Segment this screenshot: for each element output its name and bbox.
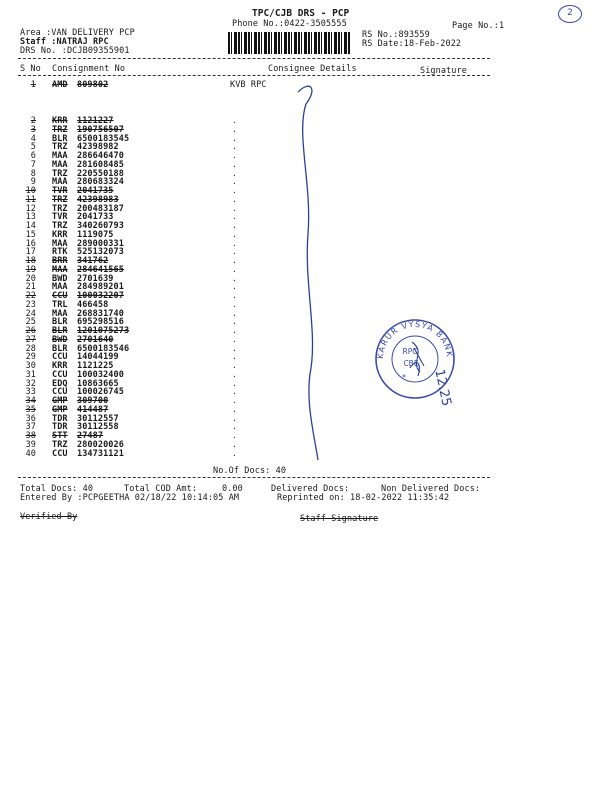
- stamp-branch-bottom: CBE: [403, 359, 419, 368]
- row-origin-code: BWD: [52, 273, 68, 284]
- row-origin-code: TRZ: [52, 439, 68, 450]
- area-label: Area :VAN DELIVERY PCP: [20, 28, 135, 38]
- row-origin-code: MAA: [52, 151, 68, 161]
- row-consignment-number: 414487: [77, 404, 109, 415]
- divider-top: [18, 58, 490, 59]
- row-serial-number: 26: [25, 326, 36, 336]
- row-consignment-number: 525132073: [77, 247, 124, 258]
- row-origin-code: TRZ: [52, 221, 68, 231]
- row-origin-code: BWD: [52, 334, 68, 345]
- row-serial-number: 24: [25, 308, 36, 319]
- row-consignee-details: .: [232, 124, 237, 134]
- handwritten-time: 12.25: [431, 368, 454, 408]
- row-serial-number: 6: [30, 151, 36, 161]
- row-consignee-details: .: [232, 317, 237, 327]
- row-consignee-details: .: [232, 194, 237, 204]
- row-consignee-details: .: [232, 133, 237, 143]
- row-consignee-details: .: [232, 168, 237, 178]
- row-serial-number: 3: [30, 124, 36, 135]
- row-serial-number: 39: [25, 439, 36, 450]
- row-serial-number: 34: [25, 396, 36, 406]
- total-cod-value: 0.00: [222, 484, 243, 494]
- row-consignment-number: 134731121: [77, 448, 124, 459]
- non-delivered-docs: Non Delivered Docs:: [381, 484, 481, 494]
- row-serial-number: 5: [30, 142, 36, 153]
- row-consignment-number: 42398982: [77, 142, 119, 153]
- row-consignee-details: .: [232, 238, 237, 248]
- row-origin-code: TRZ: [52, 124, 68, 135]
- row-serial-number: 36: [25, 413, 36, 424]
- row-consignee-details: .: [232, 247, 237, 257]
- row-serial-number: 40: [25, 448, 36, 459]
- page-number: Page No.:1: [452, 21, 505, 31]
- row-consignment-number: 100032400: [77, 369, 124, 380]
- row-serial-number: 33: [25, 387, 36, 398]
- row-serial-number: 21: [25, 282, 36, 293]
- row-consignment-number: 284989201: [77, 282, 124, 293]
- row-consignment-number: 1121225: [77, 361, 114, 371]
- row-origin-code: RTK: [52, 247, 68, 258]
- row-serial-number: 27: [25, 334, 36, 345]
- row-consignee-details: .: [232, 264, 237, 274]
- row-serial-number: 35: [25, 404, 36, 415]
- row-consignment-number: 220550188: [77, 168, 124, 179]
- row-origin-code: STT: [52, 431, 68, 441]
- verified-by: Verified By: [20, 512, 78, 522]
- row-origin-code: CCU: [52, 369, 68, 380]
- row-origin-code: TVR: [52, 212, 68, 223]
- row-consignee-details: .: [232, 361, 237, 370]
- row-serial-number: 31: [25, 369, 36, 380]
- row-origin-code: TRL: [52, 299, 68, 310]
- row-origin-code: TDR: [52, 413, 68, 424]
- row-serial-number: 2: [30, 116, 36, 126]
- row-consignee-details: .: [232, 308, 237, 318]
- row-consignment-number: 100026745: [77, 387, 124, 398]
- row-consignment-number: 2701639: [77, 273, 114, 284]
- row-consignment-number: 284641565: [77, 264, 124, 275]
- row-consignee-details: .: [232, 151, 237, 160]
- row-consignment-number: 695298516: [77, 317, 124, 328]
- svg-text:*: *: [402, 373, 406, 382]
- row-origin-code: TDR: [52, 422, 68, 433]
- row-serial-number: 23: [25, 299, 36, 310]
- row-consignment-number: 2701640: [77, 334, 114, 345]
- col-header-sno: S No: [20, 64, 41, 74]
- row-serial-number: 1: [30, 80, 36, 90]
- row-origin-code: CCU: [52, 387, 68, 398]
- row-origin-code: AMD: [52, 80, 68, 90]
- row-serial-number: 18: [25, 256, 36, 266]
- row-serial-number: 17: [25, 247, 36, 258]
- row-consignment-number: 309700: [77, 396, 109, 406]
- row-consignment-number: 268831740: [77, 308, 124, 319]
- stamp-branch-top: RPC: [402, 347, 418, 356]
- row-consignee-details: .: [232, 291, 237, 300]
- no-of-docs: No.Of Docs: 40: [213, 466, 287, 476]
- row-origin-code: MAA: [52, 308, 68, 319]
- row-consignment-number: 6500183546: [77, 343, 130, 354]
- staff-label: Staff :NATRAJ RPC: [20, 37, 109, 47]
- row-serial-number: 29: [25, 352, 36, 363]
- row-serial-number: 19: [25, 264, 36, 275]
- row-origin-code: BRR: [52, 256, 68, 266]
- delivered-docs: Delivered Docs:: [271, 484, 350, 494]
- row-consignment-number: 42398983: [77, 194, 119, 205]
- row-consignment-number: 1201075273: [77, 326, 130, 336]
- row-origin-code: MAA: [52, 282, 68, 293]
- barcode: [228, 32, 350, 54]
- divider-bottom: [18, 477, 490, 478]
- row-consignment-number: 1119075: [77, 229, 114, 240]
- row-consignment-number: 289000331: [77, 238, 124, 249]
- row-consignee-details: .: [232, 404, 237, 414]
- row-consignee-details: .: [232, 273, 237, 283]
- row-consignee-details: .: [232, 396, 237, 405]
- row-origin-code: MAA: [52, 159, 68, 170]
- row-serial-number: 4: [30, 133, 36, 144]
- divider-header: [18, 75, 490, 76]
- row-serial-number: 16: [25, 238, 36, 249]
- drs-number: DRS No. :DCJB09355901: [20, 46, 130, 56]
- entered-by: Entered By :PCPGEETHA 02/18/22 10:14:05 AM: [20, 493, 240, 503]
- row-consignment-number: 281608485: [77, 159, 124, 170]
- col-header-consignment: Consignment No: [52, 64, 126, 74]
- row-serial-number: 10: [25, 186, 36, 196]
- row-consignment-number: 200483187: [77, 203, 124, 214]
- corner-page-mark: 2: [558, 5, 582, 23]
- reprinted-on: Reprinted on: 18-02-2022 11:35:42: [277, 493, 450, 503]
- row-consignee-details: .: [232, 334, 237, 344]
- row-consignment-number: 466458: [77, 299, 109, 310]
- row-consignment-number: 27487: [77, 431, 104, 441]
- signature-stroke: [288, 74, 328, 466]
- row-serial-number: 37: [25, 422, 36, 433]
- stamp-bank-name: KARUR VYSYA BANK: [375, 319, 455, 360]
- row-consignment-number: 10863665: [77, 378, 119, 389]
- row-origin-code: BLR: [52, 317, 68, 328]
- row-consignment-number: 6500183545: [77, 133, 130, 144]
- row-origin-code: CCU: [52, 448, 68, 459]
- rs-number: RS No.:893559: [362, 30, 430, 40]
- row-consignment-number: 30112558: [77, 422, 119, 433]
- row-serial-number: 38: [25, 431, 36, 441]
- row-consignee-details: .: [232, 256, 237, 265]
- row-consignee-details: .: [232, 142, 237, 152]
- row-origin-code: GMP: [52, 396, 68, 406]
- row-serial-number: 13: [25, 212, 36, 223]
- row-consignment-number: 2041733: [77, 212, 114, 223]
- row-consignment-number: 190756507: [77, 124, 124, 135]
- row-origin-code: GMP: [52, 404, 68, 415]
- row-consignee-details: .: [232, 326, 237, 335]
- row-consignee-details: .: [232, 212, 237, 222]
- row-serial-number: 32: [25, 378, 36, 389]
- row-serial-number: 14: [25, 221, 36, 231]
- row-serial-number: 15: [25, 229, 36, 240]
- row-consignee-details: KVB RPC: [230, 80, 267, 90]
- row-origin-code: MAA: [52, 238, 68, 249]
- row-consignee-details: .: [232, 413, 237, 423]
- row-consignee-details: .: [232, 116, 237, 125]
- row-consignment-number: 1121227: [77, 116, 114, 126]
- row-consignee-details: .: [232, 159, 237, 169]
- row-consignee-details: .: [232, 299, 237, 309]
- col-header-details: Consignee Details: [268, 64, 357, 74]
- row-origin-code: CCU: [52, 352, 68, 363]
- row-serial-number: 7: [30, 159, 36, 170]
- row-serial-number: 9: [30, 177, 36, 188]
- row-origin-code: BLR: [52, 343, 68, 354]
- row-serial-number: 11: [25, 194, 36, 205]
- row-origin-code: TRZ: [52, 142, 68, 153]
- row-consignee-details: .: [232, 177, 237, 187]
- row-serial-number: 12: [25, 203, 36, 214]
- row-serial-number: 25: [25, 317, 36, 328]
- row-origin-code: TRZ: [52, 194, 68, 205]
- row-consignment-number: 2041735: [77, 186, 114, 196]
- row-origin-code: MAA: [52, 264, 68, 275]
- row-consignment-number: 286646470: [77, 151, 124, 161]
- row-serial-number: 28: [25, 343, 36, 354]
- col-header-signature: Signature: [420, 66, 467, 76]
- row-consignee-details: .: [232, 343, 237, 353]
- row-consignment-number: 280683324: [77, 177, 124, 188]
- report-title: TPC/CJB DRS - PCP: [252, 8, 350, 19]
- row-consignment-number: 30112557: [77, 413, 119, 424]
- row-consignee-details: .: [232, 186, 237, 195]
- row-origin-code: KRR: [52, 116, 68, 126]
- row-serial-number: 30: [25, 361, 36, 371]
- row-origin-code: CCU: [52, 291, 68, 301]
- row-serial-number: 8: [30, 168, 36, 179]
- row-consignee-details: .: [232, 448, 237, 458]
- row-consignee-details: .: [232, 352, 237, 362]
- row-consignee-details: .: [232, 221, 237, 230]
- row-consignee-details: .: [232, 422, 237, 432]
- row-consignment-number: 341762: [77, 256, 109, 266]
- row-serial-number: 22: [25, 291, 36, 301]
- staff-signature: Staff Signature: [300, 514, 379, 524]
- row-consignee-details: .: [232, 203, 237, 213]
- row-consignment-number: 809802: [77, 80, 109, 90]
- row-consignee-details: .: [232, 431, 237, 440]
- row-origin-code: MAA: [52, 177, 68, 188]
- row-origin-code: KRR: [52, 361, 68, 371]
- row-consignee-details: .: [232, 282, 237, 292]
- row-consignee-details: .: [232, 378, 237, 388]
- row-origin-code: KRR: [52, 229, 68, 240]
- row-consignee-details: .: [232, 229, 237, 239]
- row-origin-code: BLR: [52, 326, 68, 336]
- total-docs: Total Docs: 40: [20, 484, 94, 494]
- row-origin-code: TRZ: [52, 168, 68, 179]
- row-origin-code: BLR: [52, 133, 68, 144]
- row-consignee-details: .: [232, 387, 237, 397]
- row-origin-code: TRZ: [52, 203, 68, 214]
- row-consignment-number: 14044199: [77, 352, 119, 363]
- row-origin-code: TVR: [52, 186, 68, 196]
- row-consignment-number: 340260793: [77, 221, 124, 231]
- rs-date: RS Date:18-Feb-2022: [362, 39, 462, 49]
- row-consignment-number: 100032207: [77, 291, 124, 301]
- row-origin-code: EDQ: [52, 378, 68, 389]
- row-consignee-details: .: [232, 369, 237, 379]
- row-consignee-details: .: [232, 439, 237, 449]
- phone-number: Phone No.:0422-3505555: [232, 19, 347, 29]
- row-consignment-number: 280020026: [77, 439, 124, 450]
- row-serial-number: 20: [25, 273, 36, 284]
- total-cod-label: Total COD Amt:: [124, 484, 198, 494]
